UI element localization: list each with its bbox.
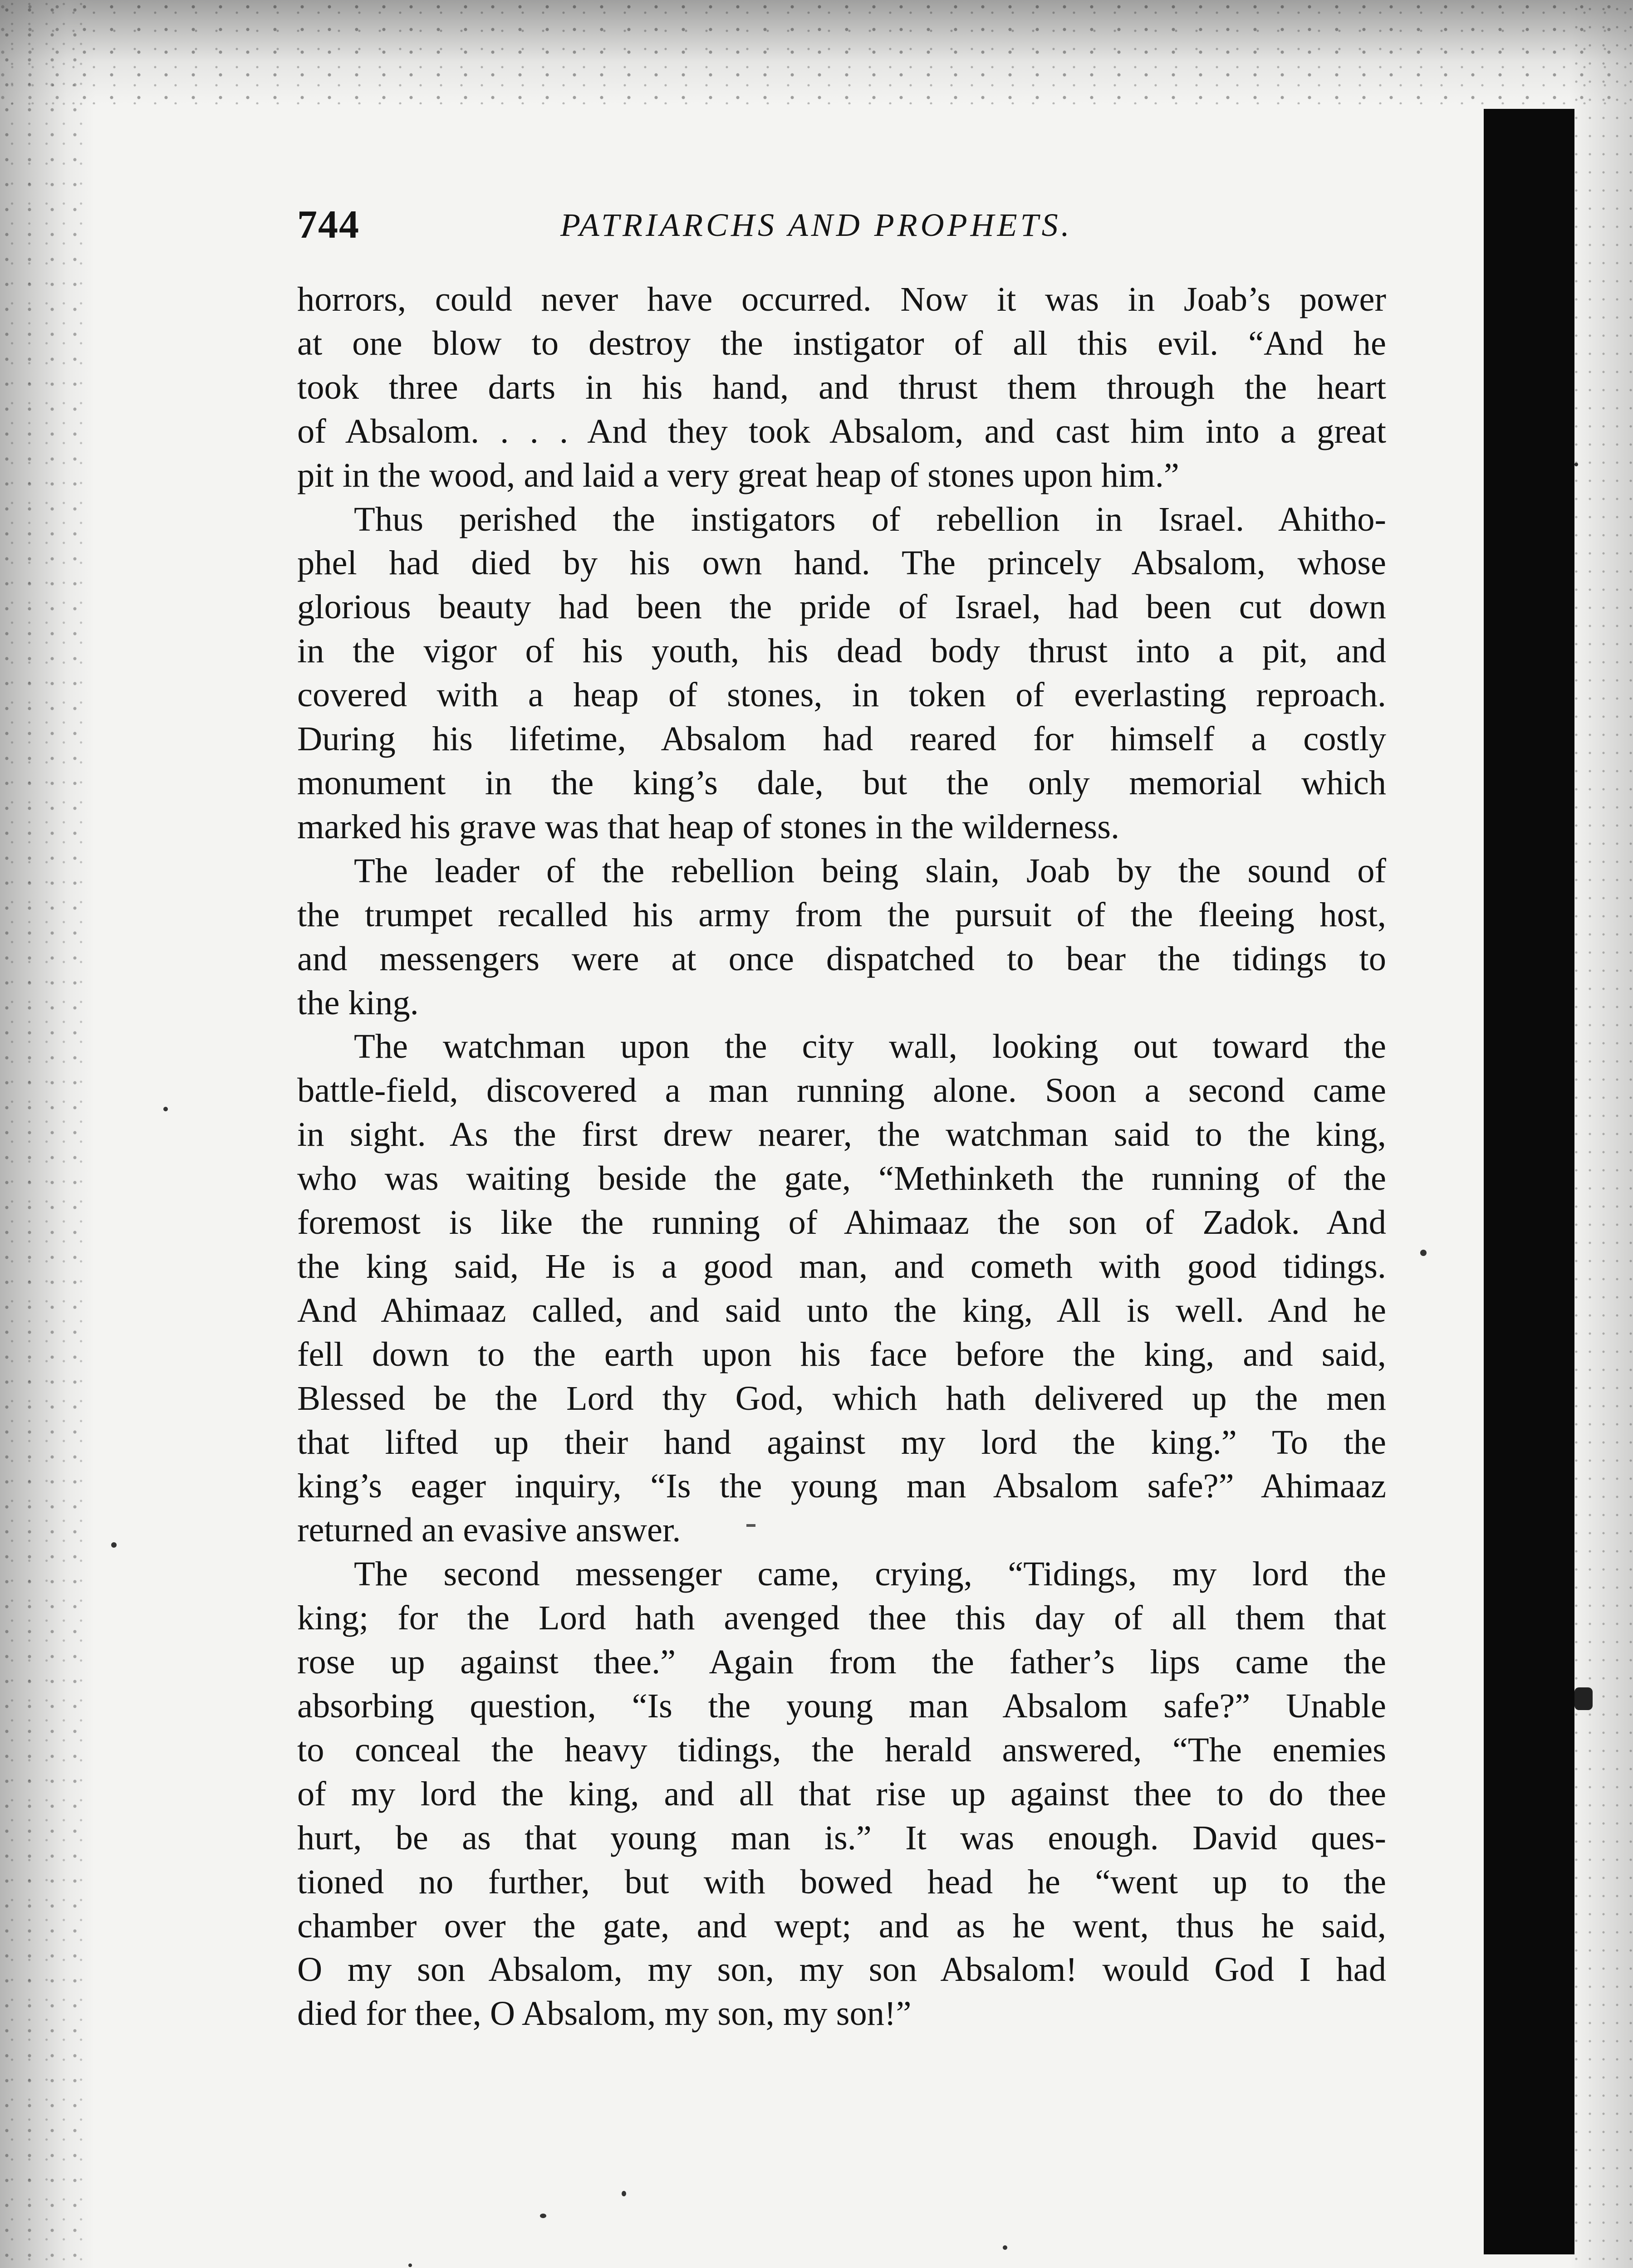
- text-line: in the vigor of his youth, his dead body thrust into a pit, and: [297, 631, 1386, 670]
- paragraph: [297, 498, 1386, 849]
- text-line: phel had died by his own hand. The princely Absalom, whose: [297, 543, 1386, 582]
- text-line: king’s eager inquiry, “Is the young man Absalom safe?” Ahimaaz: [297, 1466, 1386, 1505]
- text-line: at one blow to destroy the instigator of all this evil. “And he: [297, 323, 1386, 362]
- paragraph: [297, 1025, 1386, 1552]
- scan-noise-right: [1569, 0, 1633, 2268]
- text-line: horrors, could never have occurred. Now it was in Joab’s power: [297, 280, 1386, 318]
- text-line: who was waiting beside the gate, “Methinketh the running of the: [297, 1159, 1386, 1198]
- text-line: to conceal the heavy tidings, the herald answered, “The enemies: [297, 1730, 1386, 1769]
- text-line: the king said, He is a good man, and cometh with good tidings.: [297, 1246, 1386, 1286]
- body-text: [297, 278, 1386, 2036]
- paragraph: [297, 1552, 1386, 2036]
- text-line: returned an evasive answer.: [297, 1510, 681, 1549]
- text-line: covered with a heap of stones, in token of everlasting reproach.: [297, 675, 1386, 714]
- text-line: chamber over the gate, and wept; and as he went, thus he said,: [297, 1906, 1386, 1945]
- text-line: The leader of the rebellion being slain, Joab by the sound of: [354, 851, 1386, 890]
- text-line: foremost is like the running of Ahimaaz the son of Zadok. And: [297, 1203, 1386, 1242]
- text-line: The watchman upon the city wall, looking out toward the: [354, 1027, 1386, 1066]
- text-line: that lifted up their hand against my lord the king.” To the: [297, 1422, 1386, 1461]
- page-header: [297, 202, 1386, 256]
- text-line: fell down to the earth upon his face before the king, and said,: [297, 1334, 1386, 1374]
- text-line: And Ahimaaz called, and said unto the king, All is well. And he: [297, 1290, 1386, 1330]
- text-line: pit in the wood, and laid a very great heap of stones upon him.”: [297, 455, 1179, 494]
- text-line: absorbing question, “Is the young man Absalom safe?” Unable: [297, 1686, 1386, 1725]
- paragraph: [297, 278, 1386, 498]
- text-line: monument in the king’s dale, but the only memorial which: [297, 763, 1386, 802]
- text-line: Blessed be the Lord thy God, which hath delivered up the men: [297, 1378, 1386, 1418]
- text-line: O my son Absalom, my son, my son Absalom! would God I had: [297, 1950, 1386, 1989]
- text-line: rose up against thee.” Again from the father’s lips came the: [297, 1642, 1386, 1681]
- text-line: king; for the Lord hath avenged thee this day of all them that: [297, 1598, 1386, 1637]
- text-line: in sight. As the first drew nearer, the watchman said to the king,: [297, 1115, 1386, 1154]
- text-line: and messengers were at once dispatched to bear the tidings to: [297, 939, 1386, 978]
- text-line: the trumpet recalled his army from the pursuit of the fleeing host,: [297, 895, 1386, 934]
- text-line: During his lifetime, Absalom had reared for himself a costly: [297, 719, 1386, 758]
- text-line: the king.: [297, 983, 419, 1022]
- text-line: glorious beauty had been the pride of Israel, had been cut down: [297, 587, 1386, 626]
- paragraph: [297, 849, 1386, 1025]
- text-line: of Absalom. . . . And they took Absalom, and cast him into a great: [297, 411, 1386, 450]
- text-line: battle-field, discovered a man running alone. Soon a second came: [297, 1071, 1386, 1110]
- text-line: of my lord the king, and all that rise up against thee to do thee: [297, 1774, 1386, 1813]
- edge-blot: [1574, 1687, 1593, 1710]
- text-line: took three darts in his hand, and thrust them through the heart: [297, 367, 1386, 406]
- text-line: hurt, be as that young man is.” It was enough. David ques-: [297, 1818, 1386, 1857]
- scan-noise-left: [0, 0, 95, 2268]
- text-line: marked his grave was that heap of stones in the wilderness.: [297, 807, 1120, 846]
- page-number: 744: [297, 203, 360, 247]
- running-head: PATRIARCHS AND PROPHETS.: [560, 207, 1073, 243]
- scan-noise-top: [0, 0, 1633, 104]
- text-line: The second messenger came, crying, “Tidings, my lord the: [354, 1554, 1386, 1593]
- text-line: tioned no further, but with bowed head he “went up to the: [297, 1862, 1386, 1901]
- binding-shadow-bar: [1484, 109, 1574, 2254]
- text-line: died for thee, O Absalom, my son, my son!”: [297, 1994, 912, 2033]
- text-line: Thus perished the instigators of rebellion in Israel. Ahitho-: [354, 499, 1386, 538]
